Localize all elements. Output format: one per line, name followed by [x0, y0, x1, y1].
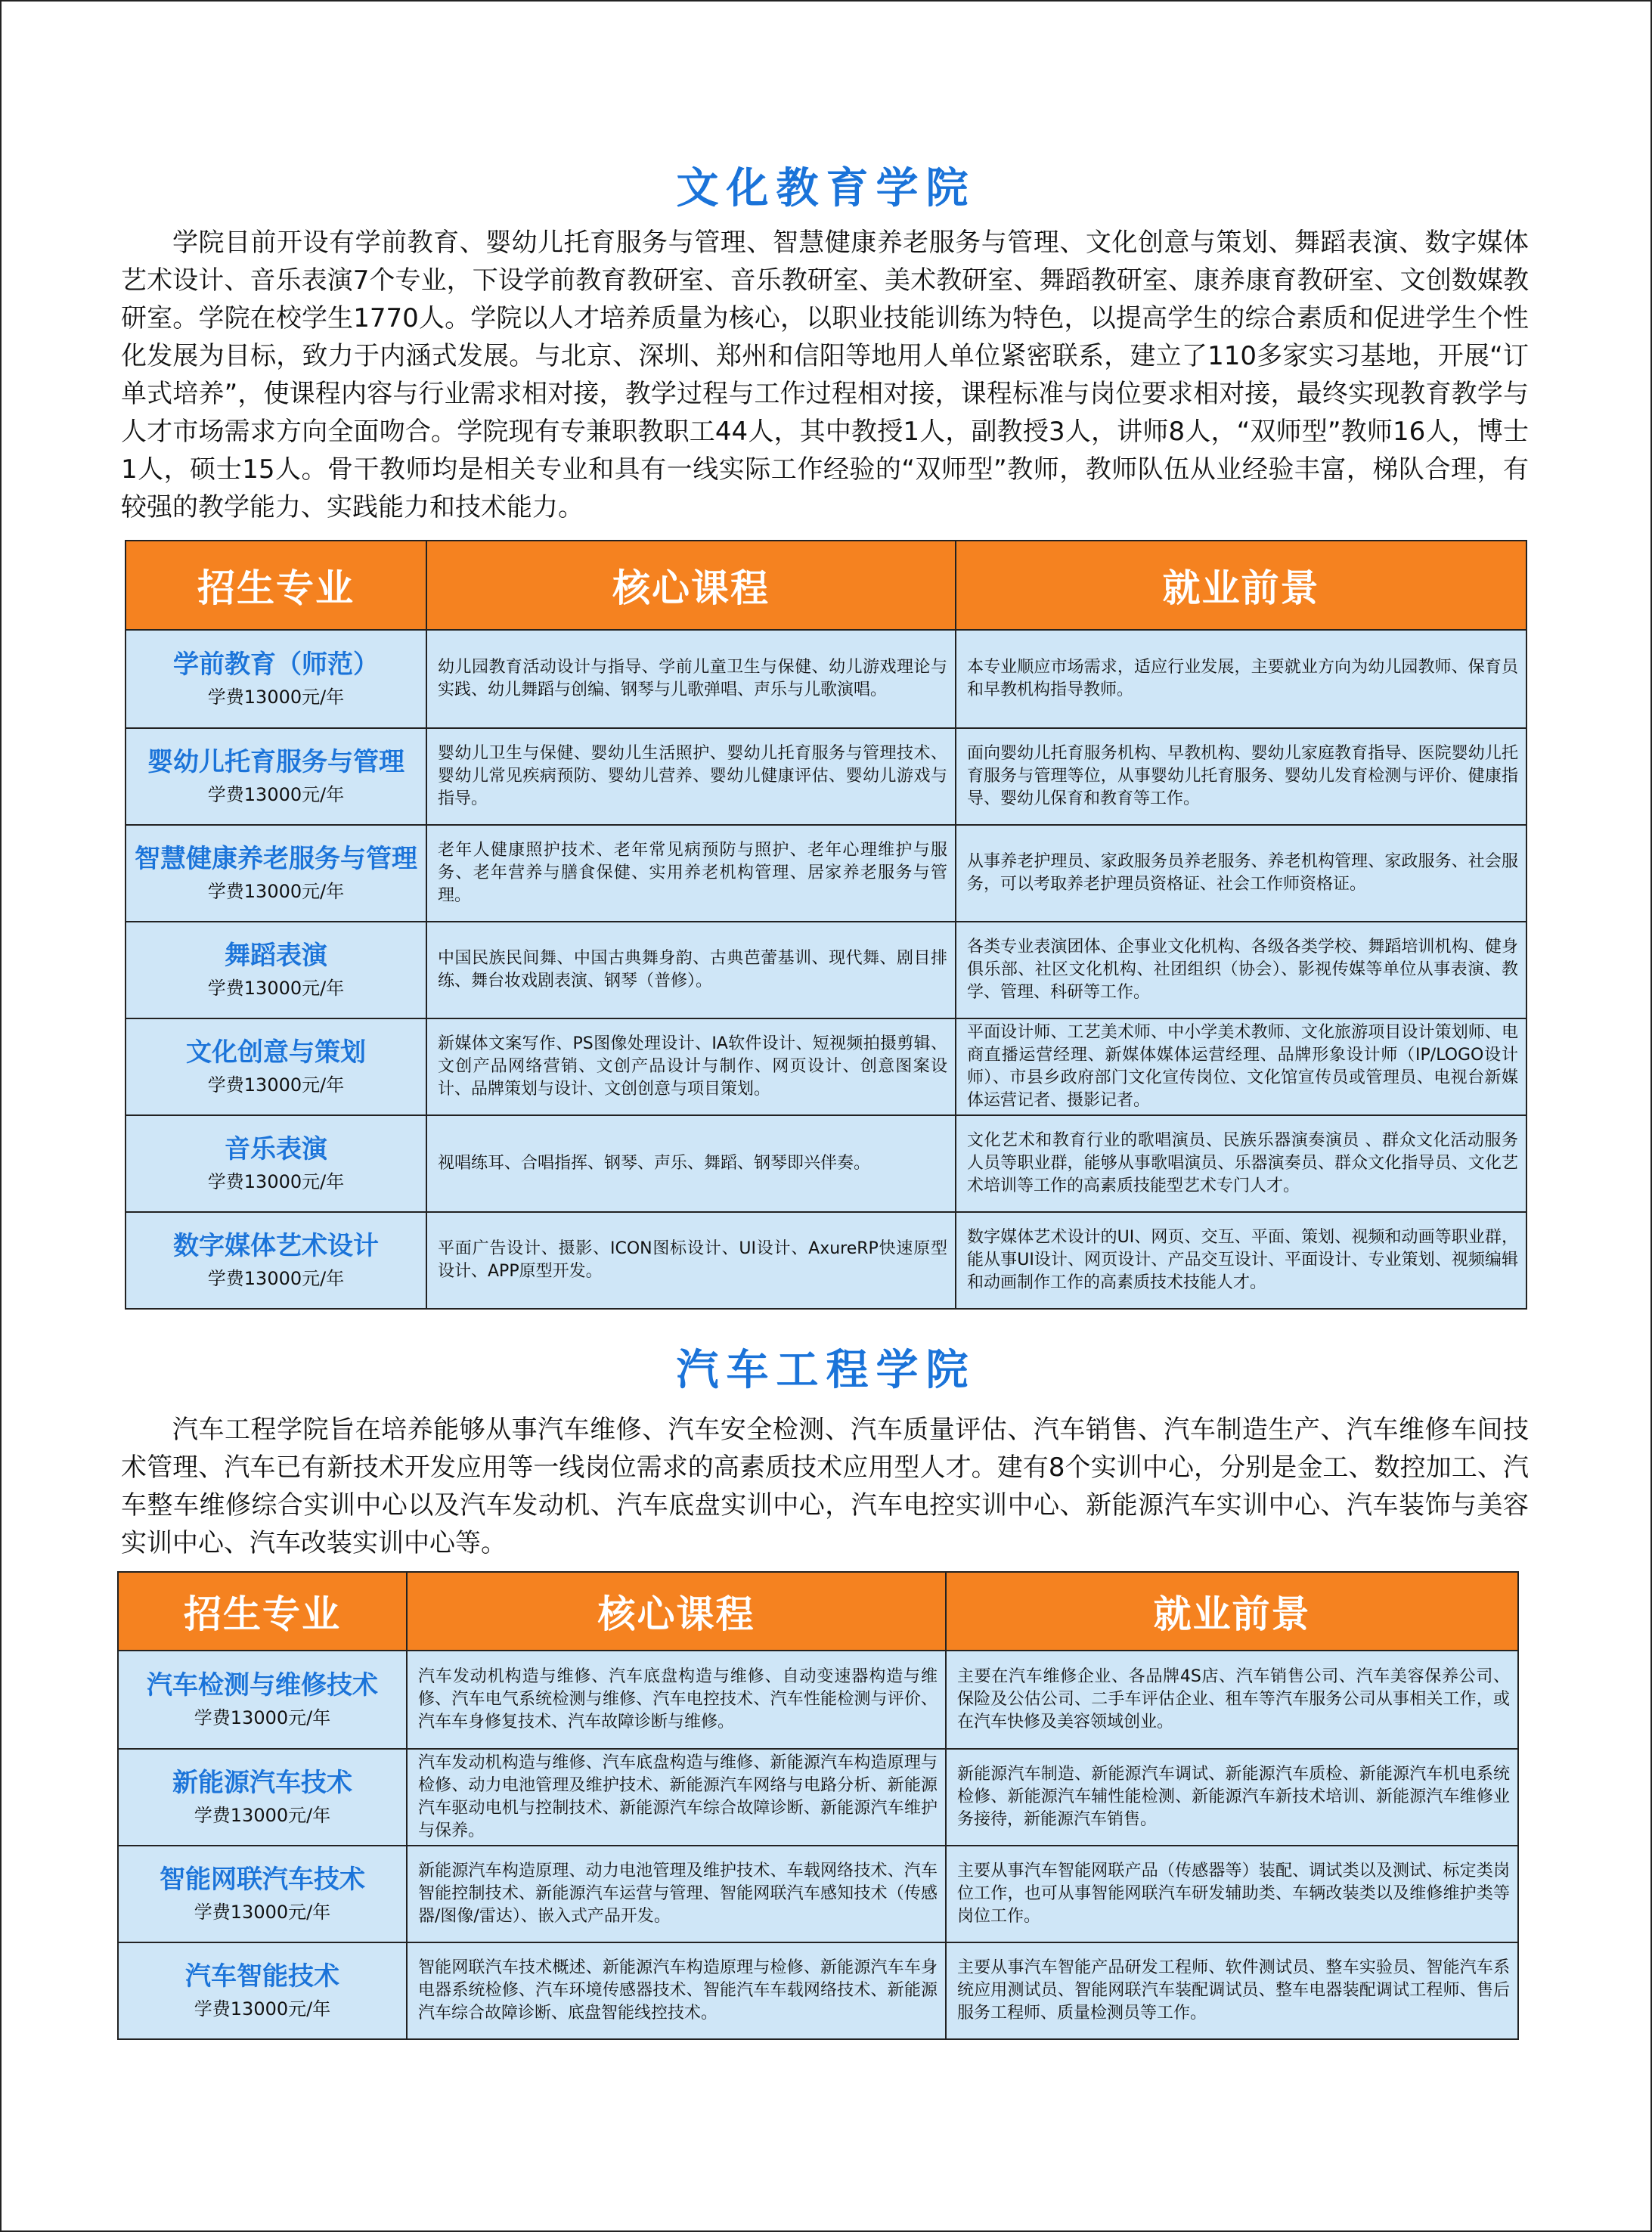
major-name: 新能源汽车技术 [172, 1768, 352, 1798]
tuition-fee: 学费13000元/年 [194, 1998, 331, 2020]
major-cell [118, 1651, 407, 1749]
courses-text: 平面广告设计、摄影、ICON图标设计、UI设计、AxureRP快速原型设计、APP原型开发。 [438, 1239, 947, 1281]
table-row [126, 728, 1526, 825]
table-row [118, 1749, 1518, 1846]
tuition-fee: 学费13000元/年 [207, 687, 345, 708]
table-row [126, 825, 1526, 922]
prospects-cell [956, 1115, 1526, 1212]
prospects-text: 各类专业表演团体、企事业文化机构、各级各类学校、舞蹈培训机构、健身俱乐部、社区文化机构、社团组织（协会）、影视传媒等单位从事表演、教学、管理、科研等工作。 [967, 938, 1518, 1002]
courses-cell [407, 1942, 946, 2039]
major-cell [126, 728, 426, 825]
prospects-cell [956, 728, 1526, 825]
major-name: 智慧健康养老服务与管理 [135, 844, 417, 874]
courses-cell [426, 1115, 956, 1212]
courses-text: 视唱练耳、合唱指挥、钢琴、声乐、舞蹈、钢琴即兴伴奏。 [438, 1154, 871, 1173]
courses-cell [426, 922, 956, 1018]
courses-cell [407, 1749, 946, 1846]
major-name: 婴幼儿托育服务与管理 [147, 747, 404, 777]
major-name: 文化创意与策划 [186, 1037, 366, 1068]
prospects-cell [956, 922, 1526, 1018]
header-major: 招生专业 [118, 1572, 407, 1651]
courses-cell [426, 630, 956, 728]
prospects-cell [956, 1018, 1526, 1115]
prospects-text: 主要从事汽车智能网联产品（传感器等）装配、调试类以及测试、标定类岗位工作，也可从事智能网联汽车研发辅助类、车辆改装类以及维修维护类等岗位工作。 [957, 1862, 1510, 1926]
tuition-fee: 学费13000元/年 [194, 1707, 331, 1728]
section1-table [125, 540, 1527, 1310]
tuition-fee: 学费13000元/年 [207, 881, 345, 902]
tuition-fee: 学费13000元/年 [194, 1902, 331, 1923]
table-row [118, 1942, 1518, 2039]
section1-title: 文化教育学院 [676, 164, 976, 213]
courses-text: 中国民族民间舞、中国古典舞身韵、古典芭蕾基训、现代舞、剧目排练、舞台妆戏剧表演、钢琴（普修）。 [438, 949, 947, 990]
courses-text: 幼儿园教育活动设计与指导、学前儿童卫生与保健、幼儿游戏理论与实践、幼儿舞蹈与创编、钢琴与儿歌弹唱、声乐与儿歌演唱。 [438, 658, 947, 699]
header-major: 招生专业 [126, 541, 426, 630]
header-prospects: 就业前景 [946, 1572, 1518, 1651]
prospects-text: 主要在汽车维修企业、各品牌4S店、汽车销售公司、汽车美容保养公司、保险及公估公司、二手车评估企业、租车等汽车服务公司从事相关工作，或在汽车快修及美容领域创业。 [957, 1667, 1510, 1731]
prospects-cell [946, 1942, 1518, 2039]
section2-table [117, 1571, 1519, 2040]
prospects-cell [956, 825, 1526, 922]
prospects-text: 本专业顺应市场需求，适应行业发展，主要就业方向为幼儿园教师、保育员和早教机构指导教师。 [967, 658, 1518, 699]
table-row [118, 1846, 1518, 1942]
table-row [126, 1115, 1526, 1212]
table-row [126, 630, 1526, 728]
section2-title: 汽车工程学院 [676, 1346, 976, 1395]
major-cell [126, 1115, 426, 1212]
section2-intro-text: 汽车工程学院旨在培养能够从事汽车维修、汽车安全检测、汽车质量评估、汽车销售、汽车制造生产、汽车维修车间技术管理、汽车已有新技术开发应用等一线岗位需求的高素质技术应用型人才。建有8个实训中心，分别是金工、数控加工、汽车整车维修综合实训中心以及汽车发动机、汽车底盘实训中心，汽车电控实训中心、新能源汽车实训中心、汽车装饰与美容实训中心、汽车改装实训中心等。 [121, 1415, 1529, 1558]
courses-cell [426, 825, 956, 922]
courses-text: 新能源汽车构造原理、动力电池管理及维护技术、车载网络技术、汽车智能控制技术、新能源汽车运营与管理、智能网联汽车感知技术（传感器/图像/雷达）、嵌入式产品开发。 [418, 1862, 938, 1926]
major-cell [126, 825, 426, 922]
table-row [118, 1651, 1518, 1749]
section1-intro-text: 学院目前开设有学前教育、婴幼儿托育服务与管理、智慧健康养老服务与管理、文化创意与策划、舞蹈表演、数字媒体艺术设计、音乐表演7个专业，下设学前教育教研室、音乐教研室、美术教研室、舞蹈教研室、康养康育教研室、文创数媒教研室。学院在校学生1770人。学院以人才培养质量为核心，以职业技能训练为特色，以提高学生的综合素质和促进学生个性化发展为目标，致力于内涵式发展。与北京、深圳、郑州和信阳等地用人单位紧密联系，建立了110多家实习基地，开展“订单式培养”，使课程内容与行业需求相对接，教学过程与工作过程相对接，课程标准与岗位要求相对接，最终实现教育教学与人才市场需求方向全面吻合。学院现有专兼职教职工44人，其中教授1人，副教授3人，讲师8人，“双师型”教师16人，博士1人，硕士15人。骨干教师均是相关专业和具有一线实际工作经验的“双师型”教师，教师队伍从业经验丰富，梯队合理，有较强的教学能力、实践能力和技术能力。 [121, 228, 1529, 522]
prospects-text: 主要从事汽车智能产品研发工程师、软件测试员、整车实验员、智能汽车系统应用测试员、智能网联汽车装配调试员、整车电器装配调试工程师、售后服务工程师、质量检测员等工作。 [957, 1958, 1510, 2023]
table-row [126, 1212, 1526, 1309]
major-cell [126, 922, 426, 1018]
prospects-text: 面向婴幼儿托育服务机构、早教机构、婴幼儿家庭教育指导、医院婴幼儿托育服务与管理等位，从事婴幼儿托育服务、婴幼儿发育检测与评价、健康指导、婴幼儿保育和教育等工作。 [967, 744, 1518, 808]
tuition-fee: 学费13000元/年 [194, 1805, 331, 1826]
courses-text: 婴幼儿卫生与保健、婴幼儿生活照护、婴幼儿托育服务与管理技术、婴幼儿常见疾病预防、婴幼儿营养、婴幼儿健康评估、婴幼儿游戏与指导。 [438, 744, 947, 808]
courses-text: 智能网联汽车技术概述、新能源汽车构造原理与检修、新能源汽车车身电器系统检修、汽车环境传感器技术、智能汽车车载网络技术、新能源汽车综合故障诊断、底盘智能线控技术。 [418, 1958, 938, 2023]
courses-text: 老年人健康照护技术、老年常见病预防与照护、老年心理维护与服务、老年营养与膳食保健、实用养老机构管理、居家养老服务与管理。 [438, 841, 947, 905]
courses-text: 汽车发动机构造与维修、汽车底盘构造与维修、新能源汽车构造原理与检修、动力电池管理及维护技术、新能源汽车网络与电路分析、新能源汽车驱动电机与控制技术、新能源汽车综合故障诊断、新能源汽车维护与保养。 [418, 1753, 938, 1840]
major-cell [126, 1212, 426, 1309]
major-name: 舞蹈表演 [225, 941, 327, 971]
prospects-text: 平面设计师、工艺美术师、中小学美术教师、文化旅游项目设计策划师、电商直播运营经理、新媒体媒体运营经理、品牌形象设计师（IP/LOGO设计师）、市县乡政府部门文化宣传岗位、文化馆宣传员或管理员、电视台新媒体运营记者、摄影记者。 [967, 1023, 1518, 1110]
prospects-cell [946, 1749, 1518, 1846]
courses-text: 汽车发动机构造与维修、汽车底盘构造与维修、自动变速器构造与维修、汽车电气系统检测与维修、汽车电控技术、汽车性能检测与评价、汽车车身修复技术、汽车故障诊断与维修。 [418, 1667, 938, 1731]
tuition-fee: 学费13000元/年 [207, 1268, 345, 1289]
tuition-fee: 学费13000元/年 [207, 1171, 345, 1192]
tuition-fee: 学费13000元/年 [207, 1074, 345, 1096]
table-row [126, 1018, 1526, 1115]
tuition-fee: 学费13000元/年 [207, 978, 345, 999]
courses-cell [407, 1846, 946, 1942]
major-cell [126, 1018, 426, 1115]
header-courses: 核心课程 [426, 541, 956, 630]
header-courses: 核心课程 [407, 1572, 946, 1651]
major-cell [118, 1846, 407, 1942]
courses-cell [407, 1651, 946, 1749]
major-name: 汽车检测与维修技术 [147, 1670, 378, 1700]
courses-text: 新媒体文案写作、PS图像处理设计、IA软件设计、短视频拍摄剪辑、文创产品网络营销、文创产品设计与制作、网页设计、创意图案设计、品牌策划与设计、文创创意与项目策划。 [438, 1034, 947, 1099]
prospects-cell [956, 1212, 1526, 1309]
table-row [126, 922, 1526, 1018]
major-cell [118, 1749, 407, 1846]
header-prospects: 就业前景 [956, 541, 1526, 630]
prospects-text: 新能源汽车制造、新能源汽车调试、新能源汽车质检、新能源汽车机电系统检修、新能源汽车辅性能检测、新能源汽车新技术培训、新能源汽车维修业务接待，新能源汽车销售。 [957, 1765, 1510, 1829]
section1-intro [121, 224, 1529, 526]
courses-cell [426, 728, 956, 825]
prospects-text: 数字媒体艺术设计的UI、网页、交互、平面、策划、视频和动画等职业群，能从事UI设计、网页设计、产品交互设计、平面设计、专业策划、视频编辑和动画制作工作的高素质技术技能人才。 [967, 1228, 1518, 1292]
major-name: 智能网联汽车技术 [160, 1865, 365, 1895]
major-name: 音乐表演 [225, 1134, 327, 1164]
prospects-cell [946, 1846, 1518, 1942]
courses-cell [426, 1212, 956, 1309]
prospects-cell [946, 1651, 1518, 1749]
major-cell [126, 630, 426, 728]
section2-intro [121, 1411, 1529, 1562]
tuition-fee: 学费13000元/年 [207, 784, 345, 805]
major-name: 数字媒体艺术设计 [173, 1231, 379, 1261]
prospects-text: 从事养老护理员、家政服务员养老服务、养老机构管理、家政服务、社会服务，可以考取养老护理员资格证、社会工作师资格证。 [967, 852, 1518, 894]
prospects-cell [956, 630, 1526, 728]
courses-cell [426, 1018, 956, 1115]
prospects-text: 文化艺术和教育行业的歌唱演员、民族乐器演奏演员 、群众文化活动服务人员等职业群，能够从事歌唱演员、乐器演奏员、群众文化指导员、文化艺术培训等工作的高素质技能型艺术专门人才。 [967, 1131, 1518, 1195]
major-name: 汽车智能技术 [185, 1961, 339, 1992]
major-name: 学前教育（师范） [173, 649, 379, 680]
major-cell [118, 1942, 407, 2039]
